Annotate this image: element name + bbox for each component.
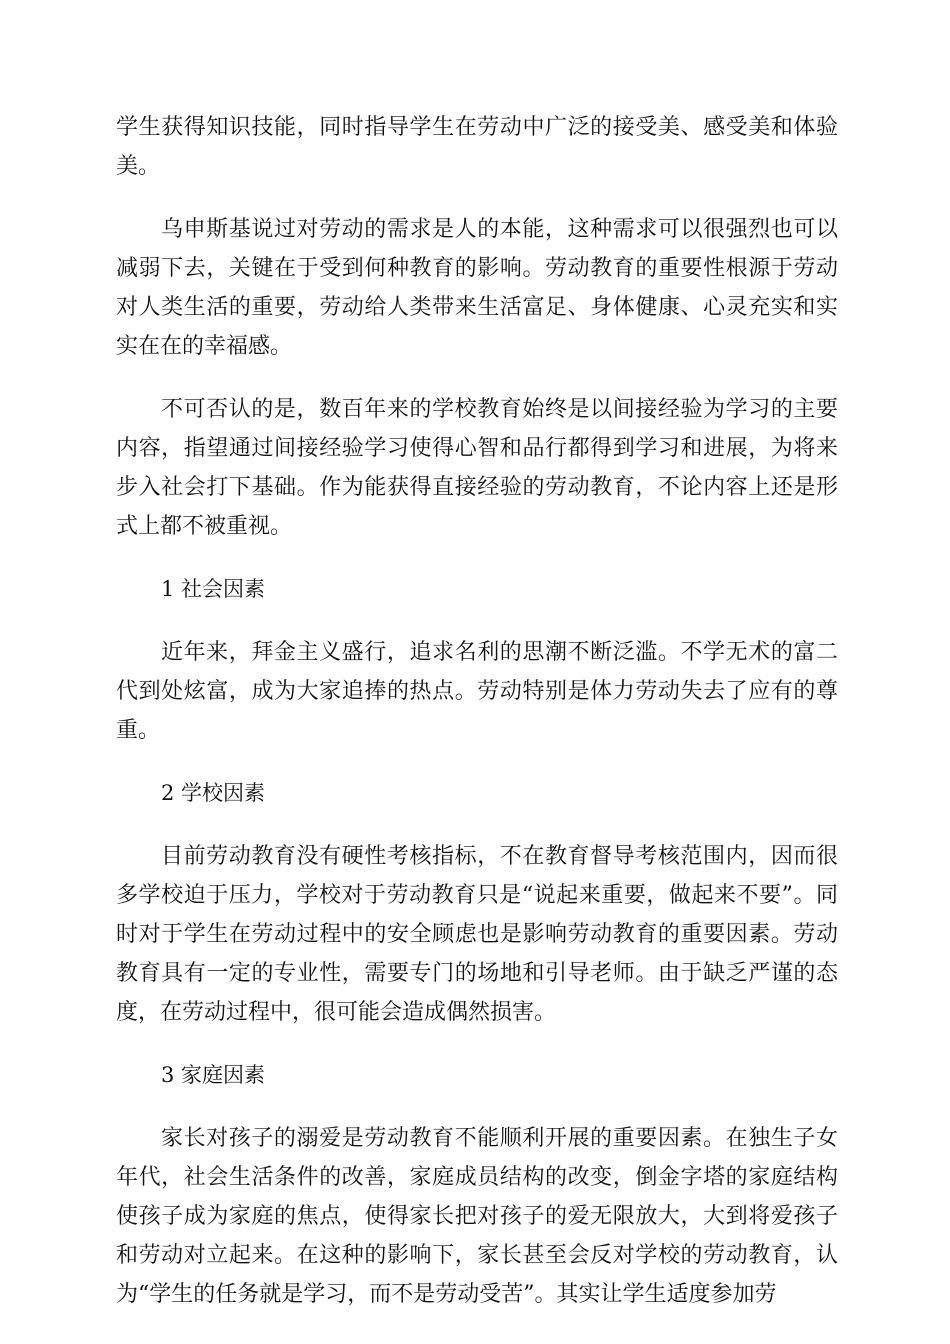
paragraph-social-factors: 近年来，拜金主义盛行，追求名利的思潮不断泛滥。不学无术的富二代到处炫富，成为大家追捧的热点。劳动特别是体力劳动失去了应有的尊重。	[116, 640, 838, 743]
section-heading-social: 1 社会因素	[161, 577, 266, 601]
paragraph-continuation: 学生获得知识技能，同时指导学生在劳动中广泛的接受美、感受美和体验美。	[116, 115, 838, 179]
paragraph-family-factors: 家长对孩子的溺爱是劳动教育不能顺利开展的重要因素。在独生子女年代，社会生活条件的改善，家庭成员结构的改变，倒金字塔的家庭结构使孩子成为家庭的焦点，使得家长把对孩子的爱无限放大，大到将爱孩子和劳动对立起来。在这种的影响下，家长甚至会反对学校的劳动教育，认为“学生的任务就是学习，而不是劳动受苦”。其实让学生适度参加劳	[116, 1126, 838, 1307]
section-heading-school: 2 学校因素	[161, 781, 266, 805]
paragraph-school-factors: 目前劳动教育没有硬性考核指标，不在教育督导考核范围内，因而很多学校迫于压力，学校对于劳动教育只是“说起来重要，做起来不要”。同时对于学生在劳动过程中的安全顾虑也是影响劳动教育的重要因素。劳动教育具有一定的专业性，需要专门的场地和引导老师。由于缺乏严谨的态度，在劳动过程中，很可能会造成偶然损害。	[116, 844, 838, 1025]
paragraph-ushinsky: 乌申斯基说过对劳动的需求是人的本能，这种需求可以很强烈也可以减弱下去，关键在于受到何种教育的影响。劳动教育的重要性根源于劳动对人类生活的重要，劳动给人类带来生活富足、身体健康、心灵充实和实实在在的幸福感。	[116, 217, 838, 359]
section-heading-family: 3 家庭因素	[161, 1063, 266, 1087]
paragraph-indirect-experience: 不可否认的是，数百年来的学校教育始终是以间接经验为学习的主要内容，指望通过间接经验学习使得心智和品行都得到学习和进展，为将来步入社会打下基础。作为能获得直接经验的劳动教育，不论内容上还是形式上都不被重视。	[116, 397, 838, 539]
document-page	[116, 108, 838, 1338]
